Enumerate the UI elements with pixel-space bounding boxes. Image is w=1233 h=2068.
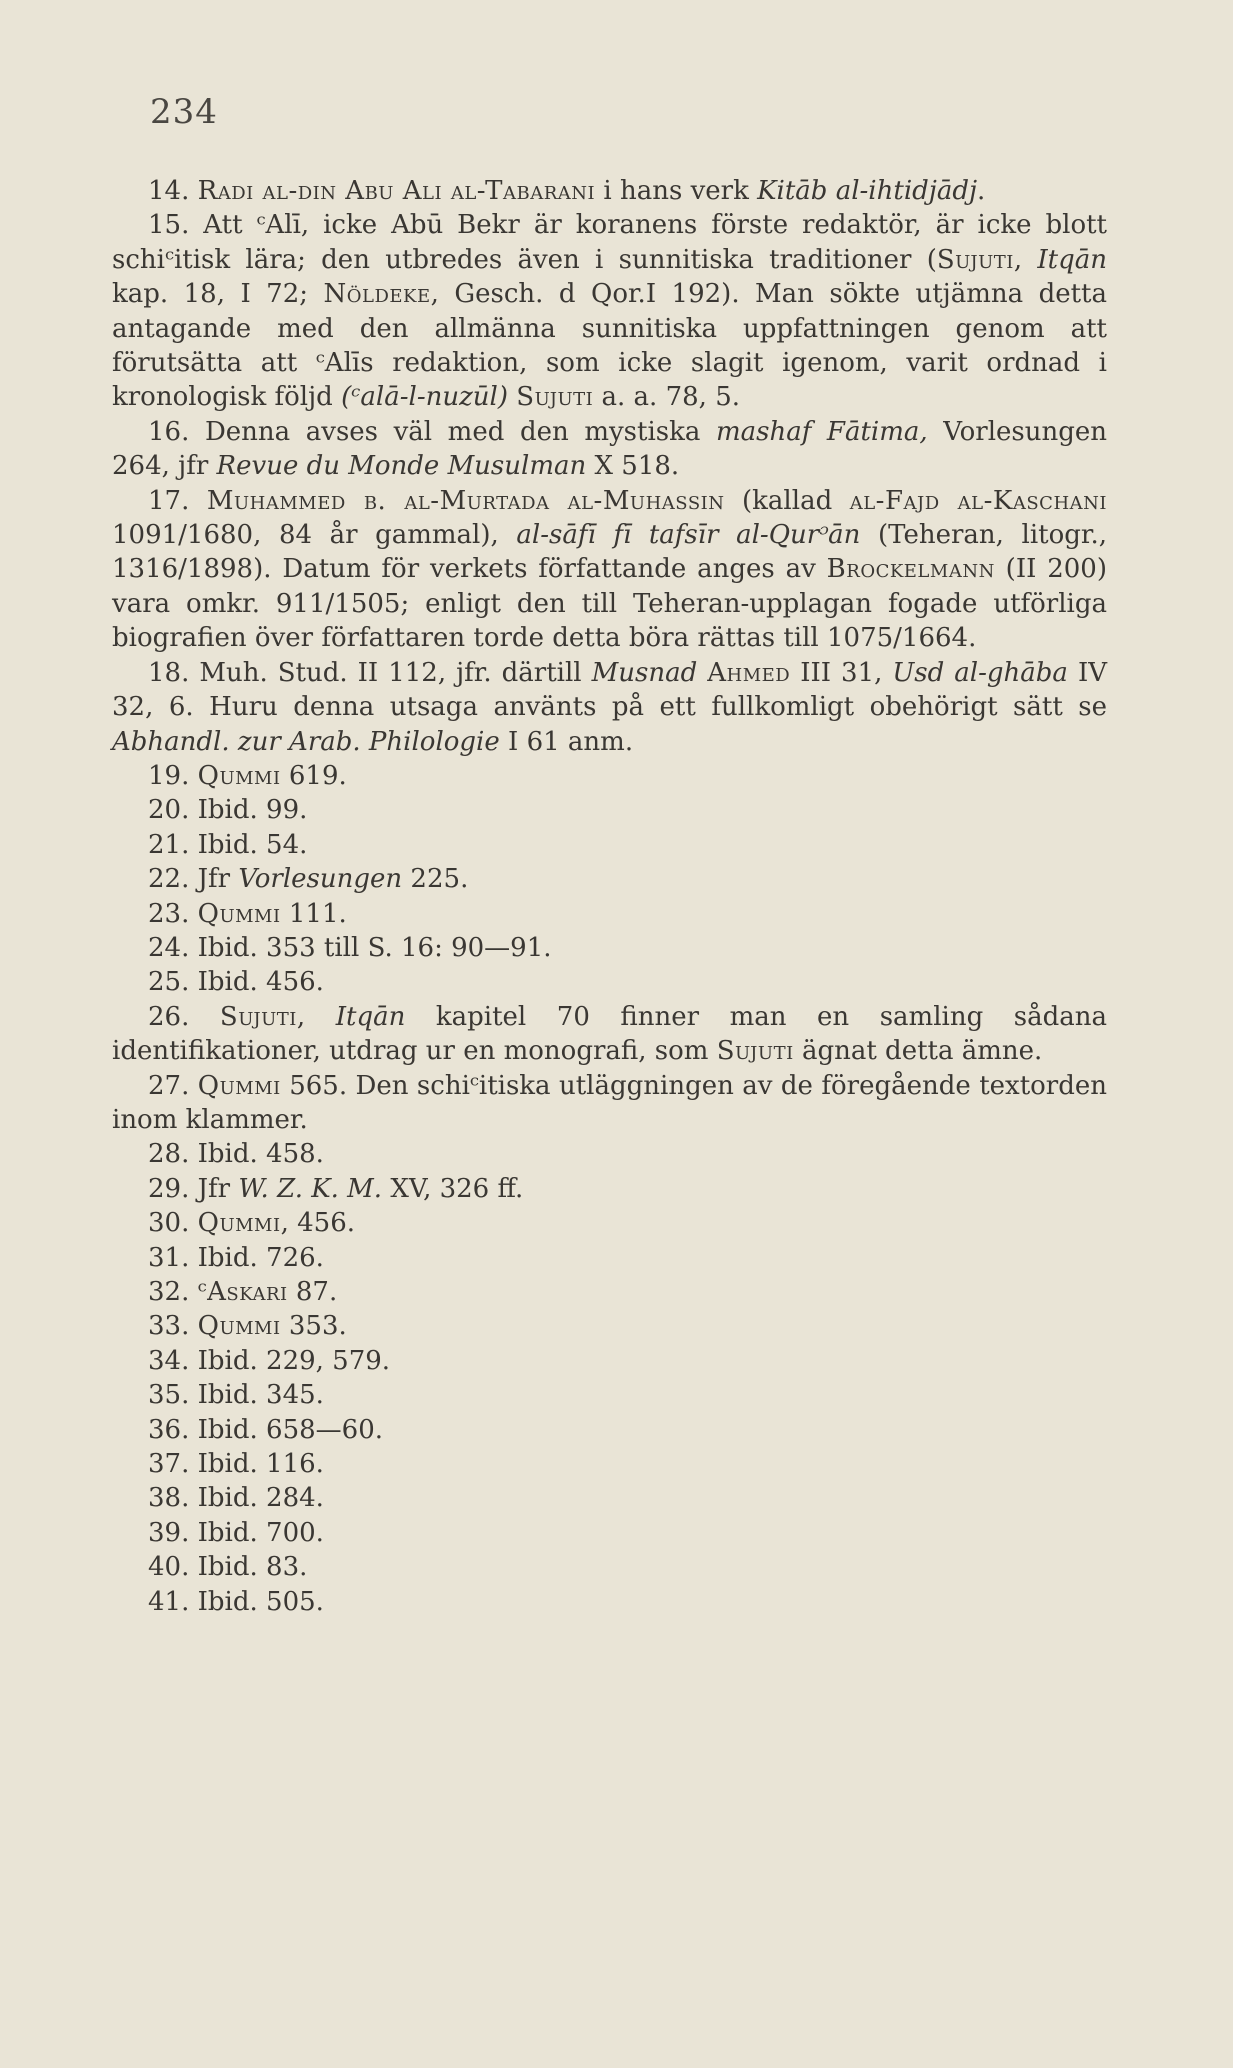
endnote [112, 1378, 1107, 1412]
endnote-number: 30. [148, 1208, 190, 1239]
endnote [112, 484, 1107, 656]
author-name: Sujuti [219, 1001, 297, 1032]
endnote-number: 34. [148, 1345, 190, 1376]
endnote-number: 36. [148, 1414, 190, 1445]
work-title: Musnad [591, 657, 698, 688]
endnote [112, 1069, 1107, 1138]
author-name: Qummi [197, 760, 281, 791]
endnote [112, 828, 1107, 862]
endnote-text [189, 1311, 197, 1341]
endnote-text: 1091/1680, 84 år gammal), [112, 520, 517, 551]
author-name: Brockelmann [826, 554, 995, 585]
endnote [112, 1447, 1107, 1481]
endnote-number: 38. [148, 1483, 190, 1514]
endnote-number: 39. [148, 1517, 190, 1548]
endnote-text: Ibid. 54. [189, 829, 308, 860]
endnote-number: 14. [148, 176, 190, 206]
endnote-text: Ibid. 726. [189, 1242, 324, 1273]
author-name: Qummi [197, 1208, 281, 1239]
endnote-text [189, 176, 197, 206]
endnote [112, 174, 1107, 208]
endnote-text [189, 1208, 197, 1238]
endnote [112, 1172, 1107, 1206]
endnote-text: 565. Den schiᶜitiska utläggningen av de föregående textorden inom klammer. [112, 1070, 1107, 1135]
endnote-text: Ibid. 700. [189, 1517, 324, 1548]
endnote [112, 1413, 1107, 1447]
endnote-text: Vorlesungen 264, jfr [112, 416, 1108, 482]
endnote-text [189, 1002, 220, 1032]
work-title: W. Z. K. M. [238, 1173, 383, 1204]
endnote-text: 353. [280, 1311, 347, 1342]
endnote [112, 1241, 1107, 1275]
author-name: Sujuti [716, 1036, 794, 1067]
endnote [112, 862, 1107, 896]
endnote-text: 87. [287, 1277, 338, 1307]
endnote-text: (Teheran, litogr., 1316/1898). Datum för verkets författande anges av [112, 520, 1107, 585]
endnote-text: Muh. Stud. II 112, jfr. därtill [189, 657, 592, 688]
endnote-text: kap. 18, I 72; [112, 279, 324, 310]
work-title: Itqān [1037, 244, 1108, 275]
endnote-number: 21. [148, 829, 190, 860]
author-name: Nöldeke [323, 279, 431, 310]
author-name: Radi al-din Abu Ali al-Tabarani [197, 176, 596, 206]
endnote-number: 31. [148, 1242, 190, 1273]
endnote-text: III 31, [790, 657, 893, 688]
endnote-text: Ibid. 456. [189, 967, 324, 998]
endnote-number: 24. [148, 932, 190, 963]
work-title: Vorlesungen [238, 864, 403, 895]
endnote [112, 1481, 1107, 1515]
endnote-number: 16. [148, 416, 190, 447]
endnote-text: Ibid. 229, 579. [189, 1345, 391, 1376]
endnote-number: 35. [148, 1380, 190, 1411]
endnote-text: Att ᶜAlī, icke Abū Bekr är koranens förste redaktör, är icke blott schiᶜitisk lära; den utbredes även i sunnitiska traditioner ( [112, 210, 1107, 275]
endnote [112, 1585, 1107, 1619]
endnote-text: 225. [402, 864, 469, 895]
work-title: al-sāfī fī tafsīr al-Qurᵓān [516, 520, 861, 551]
endnote-number: 41. [148, 1586, 190, 1617]
endnote-text: i hans verk [595, 176, 758, 206]
endnote-text: Ibid. 658—60. [189, 1414, 384, 1445]
endnote-text: . [977, 176, 986, 206]
author-name: Qummi [197, 1311, 281, 1342]
endnote-number: 20. [148, 795, 190, 826]
author-name: al-Fajd al-Kaschani [849, 485, 1107, 516]
endnote [112, 1000, 1107, 1069]
endnote-number: 27. [148, 1070, 190, 1101]
endnote-text: , Gesch. d Qor.I 192). Man sökte utjämna detta antagande med den allmänna sunnitiska uppfattningen genom att förutsätta att ᶜAlīs redaktion, som icke slagit igenom, varit ordnad i kronologisk följd [112, 279, 1107, 413]
endnote [112, 931, 1107, 965]
author-name: ᶜAskari [197, 1277, 288, 1307]
endnote-text [697, 658, 707, 688]
endnote-number: 15. [148, 210, 190, 241]
endnote-text: Ibid. 345. [189, 1380, 324, 1411]
endnote-number: 40. [148, 1552, 190, 1583]
endnote [112, 1344, 1107, 1378]
endnote-number: 25. [148, 967, 190, 998]
endnote-number: 22. [148, 864, 190, 895]
work-title: Itqān [335, 1001, 406, 1032]
endnote [112, 965, 1107, 999]
endnote [112, 1137, 1107, 1171]
endnote [112, 1309, 1107, 1343]
author-name: Muhammed b. al-Murtada al-Muhassin [206, 485, 725, 516]
endnote-text: I 61 anm. [499, 726, 634, 757]
endnote-number: 26. [148, 1001, 190, 1032]
author-name: Sujuti [936, 244, 1014, 275]
endnote-text: X 518. [586, 451, 680, 482]
endnote-text: (kallad [724, 485, 850, 516]
endnote-text [189, 899, 197, 929]
endnote-number: 29. [148, 1173, 190, 1204]
endnote-text: Ibid. 458. [189, 1139, 324, 1170]
work-title: Abhandl. zur Arab. Philologie [112, 726, 500, 757]
endnote-text: , 456. [280, 1208, 356, 1239]
endnote-text [189, 486, 207, 516]
endnote-text [189, 761, 197, 791]
endnote [112, 897, 1107, 931]
endnote [112, 656, 1107, 759]
endnote-text: (II 200) vara omkr. 911/1505; enligt den till Teheran-upplagan fogade utförliga biografien över författaren torde detta böra rättas till 1075/1664. [112, 554, 1107, 654]
endnote-text: Ibid. 116. [189, 1449, 324, 1480]
endnote [112, 1206, 1107, 1240]
endnote-text: Ibid. 83. [189, 1552, 308, 1583]
work-title: mashaf Fātima, [715, 416, 928, 447]
work-title: (ᶜalā-l-nuzūl) [341, 382, 508, 413]
endnote-text: Denna avses väl med den mystiska [189, 416, 716, 447]
endnote-text: 111. [280, 898, 347, 929]
work-title: Usd al-ghāba [892, 657, 1068, 688]
endnote [112, 415, 1107, 484]
endnote-number: 23. [148, 898, 190, 929]
endnote-text: XV, 326 ff. [382, 1173, 524, 1204]
endnote-text [189, 1071, 197, 1101]
author-name: Qummi [197, 898, 281, 929]
endnote-text: 619. [280, 760, 347, 791]
endnote-text: kapitel 70 finner man en samling sådana identifikationer, utdrag ur en monografi, som [112, 1001, 1108, 1067]
endnote-text: , [1013, 244, 1038, 275]
endnote-number: 32. [148, 1277, 190, 1307]
endnote [112, 1516, 1107, 1550]
endnote-number: 17. [148, 485, 190, 516]
endnote-text: ägnat detta ämne. [793, 1036, 1043, 1067]
endnote-text: Ibid. 353 till S. 16: 90—91. [189, 932, 552, 963]
endnotes-list [112, 174, 1107, 1619]
author-name: Qummi [197, 1070, 281, 1101]
endnote-text: Ibid. 99. [189, 795, 308, 826]
endnote-text [189, 1277, 197, 1307]
endnote-number: 28. [148, 1139, 190, 1170]
endnote [112, 1275, 1107, 1309]
endnote-number: 33. [148, 1311, 190, 1342]
author-name: Sujuti [516, 382, 594, 413]
endnote-text: Ibid. 505. [189, 1586, 324, 1617]
endnote-number: 37. [148, 1449, 190, 1480]
author-name: Ahmed [707, 657, 791, 688]
endnote-text: a. a. 78, 5. [593, 382, 741, 413]
endnote-text: Jfr [189, 864, 239, 895]
endnote [112, 1550, 1107, 1584]
endnote-text: IV 32, 6. Huru denna utsaga använts på ett fullkomligt obehörigt sätt se [112, 657, 1107, 723]
work-title: Revue du Monde Musulman [216, 451, 587, 482]
endnote-text: Jfr [189, 1173, 239, 1204]
endnote-text: , [296, 1001, 336, 1032]
endnote [112, 208, 1107, 414]
endnote-number: 19. [148, 760, 190, 791]
endnote-number: 18. [148, 657, 190, 688]
endnote [112, 759, 1107, 793]
endnote [112, 793, 1107, 827]
endnote-text: Ibid. 284. [189, 1483, 324, 1514]
work-title: Kitāb al-ihtidjādj [757, 176, 978, 206]
page-number: 234 [150, 92, 218, 132]
